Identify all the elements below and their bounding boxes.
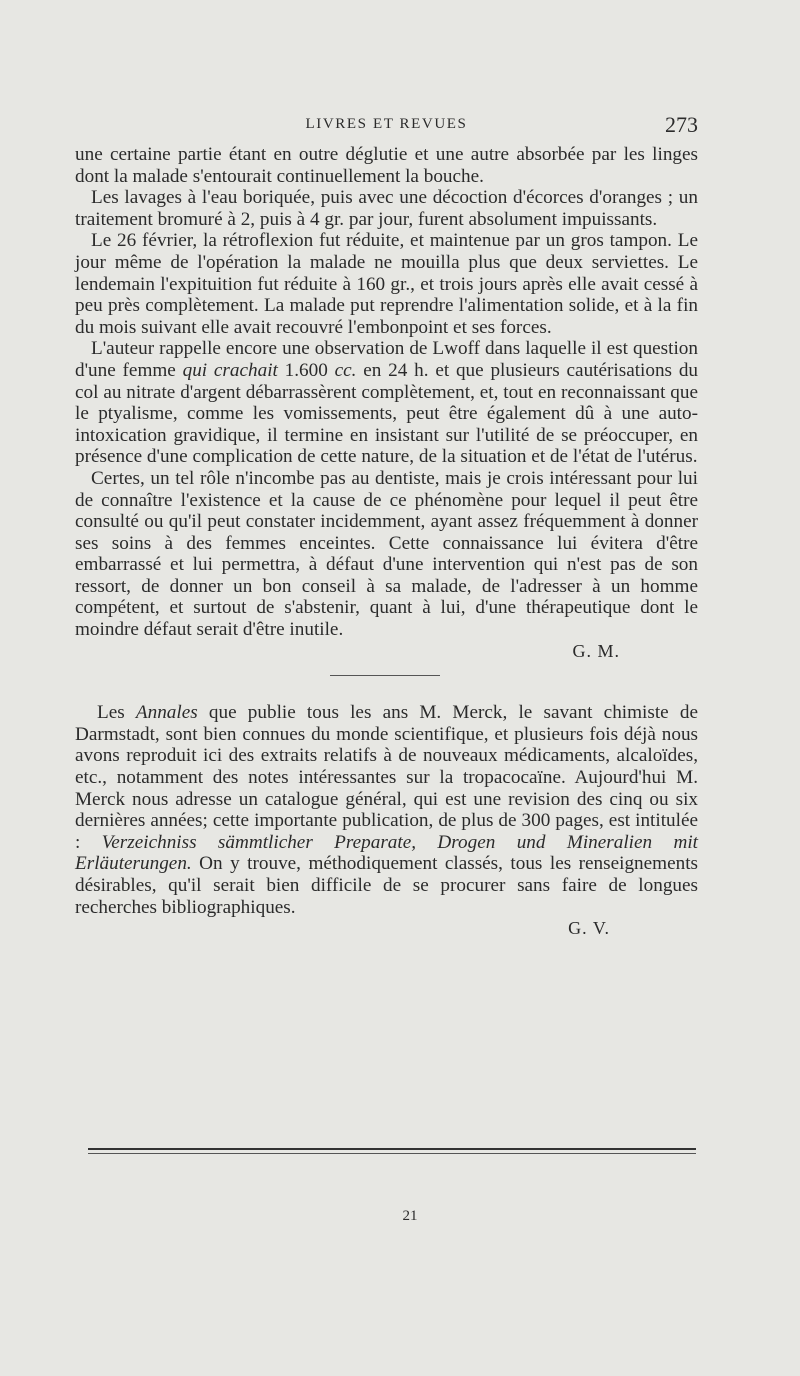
italic-text: qui crachait <box>182 359 278 381</box>
page-number: 273 <box>665 112 698 137</box>
paragraph: Certes, un tel rôle n'incombe pas au dentiste, mais je crois intéressant pour lui de connaître l'existence et la cause de ce phénomène pour lequel il peut être consulté ou qu'il peut constater incidemment, ayant assez fréquemment à donner ses soins à des femmes enceintes. Cette connaissance lui évitera d'être embarrassé et lui permettra, à défaut d'une intervention qui n'est pas de son ressort, de donner un bon conseil à sa malade, de l'adresser à un homme compétent, et surtout de s'abstenir, quant à lui, d'une thérapeutique dont le moindre défaut serait d'être inutile. <box>75 467 698 641</box>
italic-text: cc. <box>334 359 357 381</box>
text-span: en 24 h. et que plusieurs cautérisations du col au nitrate d'argent débarrassèrent complètement, et, tout en reconnaissant que le ptyalisme, comme les vomissements, peut être également dû à une auto-intoxication gravidique, il termine en insistant sur l'utilité de se préoccuper, en présence d'une complication de cette nature, de la situation et de l'état de l'utérus. <box>75 359 699 468</box>
signature: G. V. <box>568 918 610 939</box>
paragraph-merck <box>75 702 698 918</box>
body-text <box>75 144 698 940</box>
text-span: L'auteur rappelle encore une observation de Lwoff dans laquelle il est question d'une femme <box>75 338 698 381</box>
text-span: Les <box>97 702 136 724</box>
paragraph: Les lavages à l'eau boriquée, puis avec une décoction d'écorces d'oranges ; un traitement bromuré à 2, puis à 4 gr. par jour, furent absolument impuissants. <box>75 187 698 230</box>
page-header <box>75 112 698 142</box>
text-span: que publie tous les ans M. Merck, le savant chimiste de Darmstadt, sont bien connues du monde scientifique, et plusieurs fois déjà nous avons reproduit ici des extraits relatifs à de nouveaux médicaments, alcaloïdes, etc., notamment des notes intéressantes sur la tropacocaïne. Aujourd'hui M. Merck nous adresse un catalogue général, qui est une revision des cinq ou six dernières années; cette importante publication, de plus de 300 pages, est intitulée : <box>75 702 698 853</box>
text-span: On y trouve, méthodiquement classés, tous les renseignements désirables, qu'il serait bien difficile de se procurer sans faire de longues recherches bibliographiques. <box>75 853 698 918</box>
paragraph-lwoff <box>75 338 698 468</box>
sheet-number: 21 <box>402 1208 418 1224</box>
paragraph: Le 26 février, la rétroflexion fut réduite, et maintenue par un gros tampon. Le jour même de l'opération la malade ne mouilla plus que deux serviettes. Le lendemain l'expituition fut réduite à 160 gr., et trois jours après elle avait cessé à peu près complètement. La malade put reprendre l'alimentation solide, et à la fin du mois suivant elle avait recouvré l'embonpoint et ses forces. <box>75 230 698 338</box>
rule-thin <box>88 1153 696 1154</box>
text-span: 1.600 <box>277 359 335 381</box>
signature: G. M. <box>572 640 620 661</box>
paragraph-continued: une certaine partie étant en outre déglutie et une autre absorbée par les linges dont la malade s'entourait continuellement la bouche. <box>75 144 698 187</box>
double-rule-divider <box>88 1148 696 1154</box>
italic-text: Verzeichniss sämmtlicher Preparate, Drogen und Mineralien mit Erläuterungen. <box>75 831 698 875</box>
rule-thick <box>88 1148 696 1150</box>
italic-text: Annales <box>135 702 198 724</box>
section-separator <box>330 675 440 676</box>
running-title: LIVRES ET REVUES <box>305 116 468 132</box>
merck-review <box>75 702 698 940</box>
